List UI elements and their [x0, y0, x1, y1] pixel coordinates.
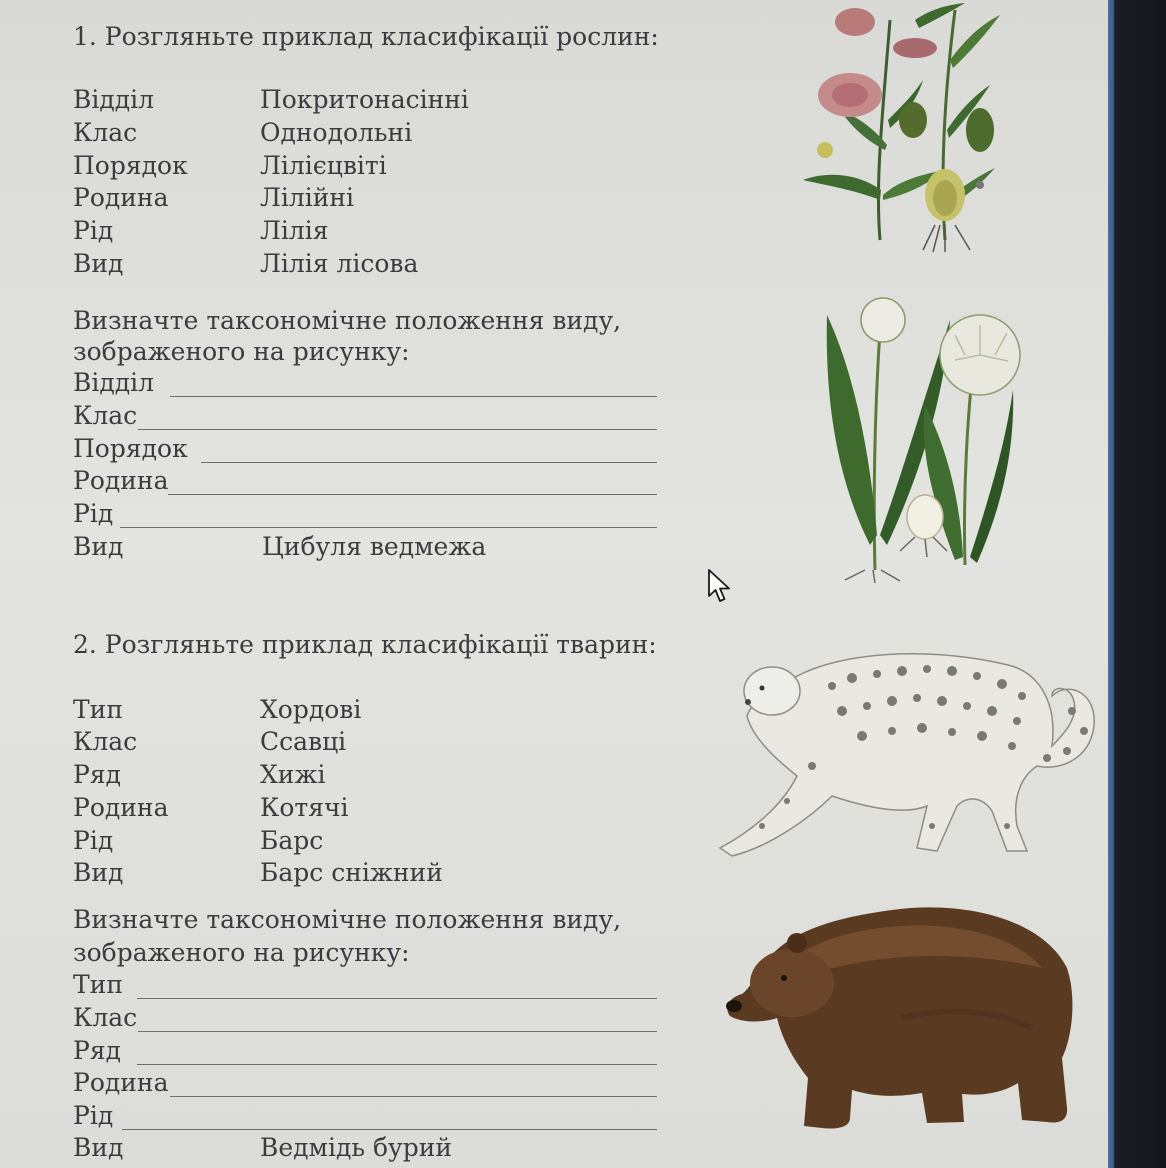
s2-species-value: Ведмідь бурий	[260, 1133, 453, 1162]
s2-fill-label: Ряд	[73, 1036, 121, 1065]
s1-row-value: Покритонасінні	[260, 85, 469, 114]
wild-garlic-illustration	[815, 295, 1025, 585]
s1-row-value: Лілія лісова	[260, 249, 419, 278]
s1-row-label: Клас	[73, 118, 138, 147]
s2-row-label: Вид	[73, 858, 124, 887]
s2-row-label: Рід	[73, 826, 114, 855]
s2-fill-label: Клас	[73, 1003, 138, 1032]
s1-task-text: Визначте таксономічне положення виду,	[73, 306, 622, 335]
s2-task-text: Визначте таксономічне положення виду,	[73, 905, 622, 934]
s2-fill-label: Тип	[73, 970, 123, 999]
s2-row-label: Ряд	[73, 760, 121, 789]
s2-row-value: Ссавці	[260, 727, 347, 756]
s2-row-value: Котячі	[260, 793, 349, 822]
snow-leopard-illustration	[712, 636, 1102, 866]
lily-illustration	[795, 0, 1010, 260]
brown-bear-illustration	[722, 898, 1077, 1133]
s1-row-value: Лілія	[260, 216, 329, 245]
s2-fill-line-klas[interactable]	[138, 1031, 657, 1032]
s1-fill-line-poriadok[interactable]	[201, 462, 657, 463]
s2-fill-line-rodyna[interactable]	[170, 1096, 657, 1097]
s1-row-label: Вид	[73, 249, 124, 278]
s1-row-label: Рід	[73, 216, 114, 245]
s2-species-label: Вид	[73, 1133, 124, 1162]
s2-task-text: зображеного на рисунку:	[73, 938, 410, 967]
s1-species-value: Цибуля ведмежа	[262, 532, 487, 561]
s2-row-label: Тип	[73, 695, 123, 724]
s1-row-value: Однодольні	[260, 118, 413, 147]
s2-row-label: Клас	[73, 727, 138, 756]
section2-heading: 2. Розгляньте приклад класифікації тварин:	[73, 630, 657, 659]
s1-row-label: Родина	[73, 183, 169, 212]
s1-fill-line-rodyna[interactable]	[168, 494, 657, 495]
s1-task-text: зображеного на рисунку:	[73, 337, 410, 366]
s1-fill-label: Клас	[73, 401, 138, 430]
screen-edge-bezel	[1108, 0, 1166, 1168]
s1-fill-line-klas[interactable]	[138, 429, 657, 430]
s2-row-value: Хижі	[260, 760, 326, 789]
s2-fill-line-rid[interactable]	[122, 1129, 657, 1130]
s2-row-label: Родина	[73, 793, 169, 822]
mouse-pointer-icon	[707, 568, 733, 604]
s1-fill-label: Відділ	[73, 368, 155, 397]
s2-row-value: Барс	[260, 826, 324, 855]
s1-species-label: Вид	[73, 532, 124, 561]
s1-fill-label: Родина	[73, 466, 169, 495]
s2-fill-line-riad[interactable]	[137, 1064, 657, 1065]
s2-row-value: Барс сніжний	[260, 858, 443, 887]
s1-row-value: Лілієцвіті	[260, 151, 387, 180]
s1-fill-line-rid[interactable]	[120, 527, 657, 528]
s1-fill-line-viddil[interactable]	[170, 396, 657, 397]
section1-heading: 1. Розгляньте приклад класифікації рослин:	[73, 22, 659, 51]
s1-fill-label: Рід	[73, 499, 114, 528]
s1-row-value: Лілійні	[260, 183, 355, 212]
s1-fill-label: Порядок	[73, 434, 188, 463]
s1-row-label: Відділ	[73, 85, 155, 114]
s2-fill-label: Рід	[73, 1101, 114, 1130]
s2-row-value: Хордові	[260, 695, 362, 724]
s2-fill-line-typ[interactable]	[137, 998, 657, 999]
s1-row-label: Порядок	[73, 151, 188, 180]
s2-fill-label: Родина	[73, 1068, 169, 1097]
